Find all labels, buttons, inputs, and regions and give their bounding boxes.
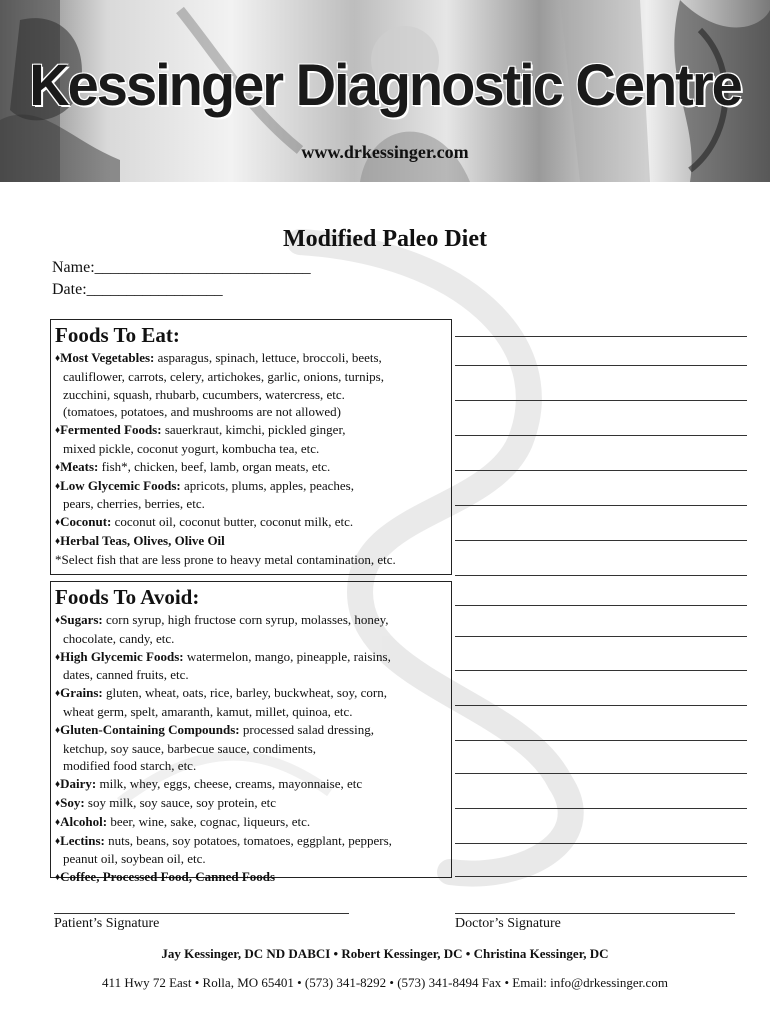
eat-item — [55, 532, 447, 551]
eat-item-continuation: cauliflower, carrots, celery, artichokes, garlic, onions, turnips, — [63, 368, 384, 384]
diamond-bullet-icon: ♦ — [55, 872, 61, 884]
avoid-item-text: soy milk, soy sauce, soy protein, etc — [84, 794, 277, 810]
eat-item-label: Fermented Foods: — [60, 422, 162, 438]
diamond-bullet-icon: ♦ — [55, 797, 61, 809]
avoid-item-continuation: peanut oil, soybean oil, etc. — [63, 851, 206, 867]
eat-item-text: coconut oil, coconut butter, coconut milk, etc. — [111, 514, 354, 530]
eat-item-continuation: zucchini, squash, rhubarb, cucumbers, watercress, etc. — [63, 386, 345, 402]
avoid-item-label: Grains: — [60, 685, 103, 701]
fish-note: *Select fish that are less prone to heavy metal contamination, etc. — [55, 551, 396, 567]
diamond-bullet-icon: ♦ — [55, 724, 61, 736]
foods-to-avoid-list — [55, 611, 447, 887]
avoid-item-text: nuts, beans, soy potatoes, tomatoes, eggplant, peppers, — [104, 832, 392, 848]
avoid-item-continuation: dates, canned fruits, etc. — [63, 667, 189, 683]
doctor-signature-label: Doctor’s Signature — [455, 916, 561, 931]
avoid-item-text: beer, wine, sake, cognac, liqueurs, etc. — [107, 813, 311, 829]
eat-item-label: Meats: — [60, 458, 99, 474]
writing-line[interactable] — [455, 605, 747, 606]
writing-line[interactable] — [455, 670, 747, 671]
avoid-item-continuation: wheat germ, spelt, amaranth, kamut, millet, quinoa, etc. — [63, 703, 353, 719]
foods-to-eat-section — [50, 319, 452, 575]
diamond-bullet-icon: ♦ — [55, 816, 61, 828]
writing-line[interactable] — [455, 636, 747, 637]
eat-item-text: sauerkraut, kimchi, pickled ginger, — [161, 422, 346, 438]
eat-item-text: asparagus, spinach, lettuce, broccoli, beets, — [154, 350, 382, 365]
eat-item — [55, 349, 447, 421]
diamond-bullet-icon: ♦ — [55, 480, 61, 492]
eat-item — [55, 421, 447, 458]
diamond-bullet-icon: ♦ — [55, 651, 61, 663]
writing-line[interactable] — [455, 575, 747, 576]
writing-line[interactable] — [455, 773, 747, 774]
document-title: Modified Paleo Diet — [283, 226, 487, 252]
writing-line[interactable] — [455, 470, 747, 471]
writing-line[interactable] — [455, 876, 747, 877]
patient-signature-label: Patient’s Signature — [54, 916, 160, 931]
avoid-item — [55, 868, 447, 887]
eat-item-label: Low Glycemic Foods: — [60, 477, 181, 493]
diamond-bullet-icon: ♦ — [55, 615, 61, 626]
avoid-item-continuation: ketchup, soy sauce, barbecue sauce, condiments, — [63, 740, 317, 756]
avoid-item — [55, 684, 447, 721]
avoid-item-label: Sugars: — [60, 612, 103, 627]
header-banner — [0, 0, 770, 182]
foods-to-avoid-heading: Foods To Avoid: — [55, 585, 200, 609]
avoid-item — [55, 775, 447, 794]
avoid-item-continuation: modified food starch, etc. — [63, 758, 197, 774]
eat-item-text: fish*, chicken, beef, lamb, organ meats, etc. — [98, 458, 331, 474]
writing-line[interactable] — [455, 400, 747, 401]
foods-to-eat-list — [55, 349, 447, 551]
diamond-bullet-icon: ♦ — [55, 425, 61, 437]
avoid-item-label: Alcohol: — [60, 813, 108, 829]
writing-line[interactable] — [455, 505, 747, 506]
avoid-item-text: processed salad dressing, — [239, 721, 374, 737]
clinic-website: www.drkessinger.com — [301, 142, 469, 162]
eat-item-label: Herbal Teas, Olives, Olive Oil — [60, 532, 225, 548]
avoid-item-label: Dairy: — [60, 776, 97, 792]
doctor-names: Jay Kessinger, DC ND DABCI • Robert Kessinger, DC • Christina Kessinger, DC — [161, 946, 609, 961]
avoid-item — [55, 794, 447, 813]
avoid-item — [55, 832, 447, 869]
eat-item-continuation: mixed pickle, coconut yogurt, kombucha tea, etc. — [63, 440, 320, 456]
doctor-signature-line[interactable] — [455, 913, 735, 914]
writing-line[interactable] — [455, 365, 747, 366]
diamond-bullet-icon: ♦ — [55, 353, 61, 364]
writing-line[interactable] — [455, 808, 747, 809]
avoid-item-label: High Glycemic Foods: — [60, 648, 184, 664]
writing-line[interactable] — [455, 435, 747, 436]
eat-item-text: apricots, plums, apples, peaches, — [180, 477, 354, 493]
diamond-bullet-icon: ♦ — [55, 835, 61, 847]
eat-item — [55, 458, 447, 477]
avoid-item-label: Soy: — [60, 794, 85, 810]
date-field[interactable]: Date:_________________ — [52, 281, 223, 298]
avoid-item-label: Lectins: — [60, 832, 105, 848]
eat-item — [55, 513, 447, 532]
writing-line[interactable] — [455, 336, 747, 337]
writing-line[interactable] — [455, 540, 747, 541]
clinic-logo-title: Kessinger Diagnostic Centre — [29, 51, 741, 118]
avoid-item — [55, 813, 447, 832]
name-field[interactable]: Name:___________________________ — [52, 259, 311, 276]
diamond-bullet-icon: ♦ — [55, 535, 61, 547]
avoid-item — [55, 721, 447, 775]
contact-address: 411 Hwy 72 East • Rolla, MO 65401 • (573) 341-8292 • (573) 341-8494 Fax • Email: info@drkessinger.com — [102, 975, 668, 990]
diamond-bullet-icon: ♦ — [55, 517, 61, 529]
foods-to-eat-heading: Foods To Eat: — [55, 323, 180, 347]
diamond-bullet-icon: ♦ — [55, 688, 61, 700]
avoid-item — [55, 611, 447, 648]
eat-item-continuation: (tomatoes, potatoes, and mushrooms are not allowed) — [63, 404, 341, 420]
avoid-item-text: gluten, wheat, oats, rice, barley, buckwheat, soy, corn, — [102, 685, 387, 701]
avoid-item-label: Coffee, Processed Food, Canned Foods — [60, 869, 276, 885]
foods-to-avoid-section — [50, 581, 452, 885]
writing-line[interactable] — [455, 705, 747, 706]
patient-signature-line[interactable] — [54, 913, 349, 914]
avoid-item-text: corn syrup, high fructose corn syrup, molasses, honey, — [102, 612, 389, 627]
writing-line[interactable] — [455, 740, 747, 741]
eat-item — [55, 477, 447, 514]
avoid-item — [55, 648, 447, 685]
avoid-item-label: Gluten-Containing Compounds: — [60, 721, 240, 737]
eat-item-label: Most Vegetables: — [60, 350, 155, 365]
avoid-item-continuation: chocolate, candy, etc. — [63, 630, 175, 646]
diamond-bullet-icon: ♦ — [55, 461, 61, 473]
eat-item-label: Coconut: — [60, 514, 112, 530]
eat-item-continuation: pears, cherries, berries, etc. — [63, 496, 205, 512]
avoid-item-text: milk, whey, eggs, cheese, creams, mayonnaise, etc — [96, 776, 363, 792]
diamond-bullet-icon: ♦ — [55, 779, 61, 791]
avoid-item-text: watermelon, mango, pineapple, raisins, — [183, 648, 391, 664]
writing-line[interactable] — [455, 843, 747, 844]
